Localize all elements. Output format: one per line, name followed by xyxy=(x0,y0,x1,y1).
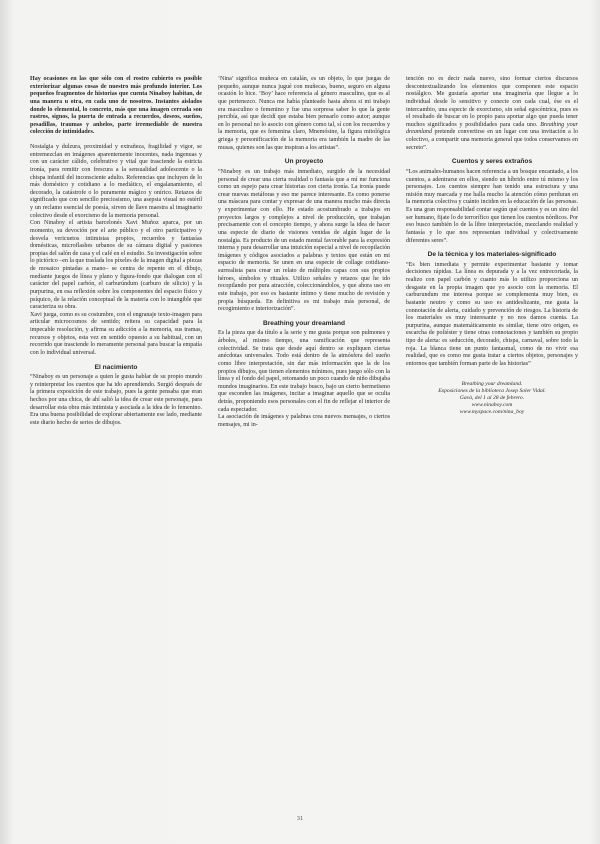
credit-url[interactable]: www.ninaboy.com xyxy=(471,402,513,409)
section-heading-nacimiento: El nacimiento xyxy=(94,363,138,371)
body-paragraph: “Los animales-humanos hacen referencia a un bosque encantado, a los cuentos, a adentrarse en ellos, siendo un híbrido entre tú mismo y los personajes. Los cuentos siempre han tenido una estructura y una misión muy marcada y me halla mucho la atención cómo perduran en la memoria colectiva y cuánto inciden en la educación de las personas. Es una gran responsabilidad contar según qué cuentos y es un sino del ser humano, fijate lo de terrorífico que tienen los cuentos nórdicos. Por eso busco también lo de la libre interpretación, mezclando realidad y fantasía y lo que nos representan individual y colectivamente diferentes seres”. xyxy=(406,168,578,244)
article-columns xyxy=(30,76,578,811)
section-heading-proyecto: Un proyecto xyxy=(284,158,324,166)
body-text: pretende convertirse en un lugar con una invitación a lo colectivo, a compartir una memoria general que todos conservamos en secreto”. xyxy=(406,129,578,151)
column-3 xyxy=(406,76,578,811)
body-paragraph: Con Ninaboy el artista barcelonés Xavi Muñoz aparca, por un momento, su devoción por el arte público y el otro participativo y desvela vericuetos intimistas propios, recuerdos y fantasías domésticas, microflashes urbanos de su cámara digital y pasiones propias del salón de casa y el café en el estudio. Su investigación sobre lo pictórico –en la que traslada los píxeles de la imagen digital a piezas de mosaico pintadas a mano– se centra de repente en el dibujo, mediante juegos de línea y plano y figura-fondo que dialogan con el carácter del papel carbón, el carburúndum (carburo de silicio) y la purpurina, en esa reflexión sobre los componentes del espacio físico y psíquico, de la relación conceptual de la materia con lo intangible que caracteriza su obra. xyxy=(30,220,202,311)
body-paragraph: La asociación de imágenes y palabras crea nuevos mensajes, o ciertos mensajes, mi in- xyxy=(218,414,390,428)
body-paragraph xyxy=(406,76,578,152)
credit-url[interactable]: www.myspace.com/nina_boy xyxy=(459,409,525,416)
body-paragraph: “Es bien inmediata y permite experimentar bastante y tomar decisiones rápidas. La línea es depurada y a la vez entrecortada, la realizo con papel carbón y cuanto más lo utilizo proporciona un desgaste en la propia imagen que yo asocio con la memoria. El carburundum me interesa porque se complementa muy bien, es bastante neutro y como su uso es antideslizante, me gusta la connotación de alerta, cuidado y prevención de riesgos. La historia de los materiales es muy interesante y no nos damos cuenta. La purpurina, aunque matemáticamente es similar, tiene otro origen, es escarcha de poliéster y tiene otras connotaciones y también su propio tipo de alerta: es seducción, decorado, chispa, carnaval, sobre todo la roja. La blanca tiene un punto fantasmal, como de no vivir esa realidad, que es como me gusta tratar a ciertos objetos, personajes y entornos que también forman parte de las historias” xyxy=(406,261,578,367)
body-paragraph: Xavi juega, como es su costumbre, con el engranaje texto-imagen para articular microcosmos de sentido; reitera su capacidad para la impecable resolución, y afirma su adicción a la memoria, sus tramas, recursos y objetos, esta vez en sentido opuesto a su habitual, con un recorrido que trasciende lo meramente personal para buscar la empatía con lo individual universal. xyxy=(30,311,202,356)
section-heading-tecnica: De la técnica y los materiales-significado xyxy=(427,251,557,259)
exhibition-credit xyxy=(406,381,578,417)
credit-dates: Gavà, del 1 al 28 de febrero. xyxy=(459,394,525,401)
page-number: 31 xyxy=(296,815,304,822)
body-paragraph: Es la pieza que da título a la serie y me gusta porque son pulmones y árboles, al mismo tiempo, una ramificación que representa colectividad. Se trata que desde aquí dentro se expliquen ciertas anécdotas universales. Todo está dentro de la atmósfera del sueño como libre interpretación, sin dar más información que la de los propios dibujos, que tienen elementos mínimos, pues juego sólo con la línea y el fondo del papel, retomando un poco cuando de niño dibujaba mundos imaginarios. En este trabajo busco, bajo un cierto hermetismo que esconden las imágenes, incitar a imaginar aquello que se oculta detrás, proponiendo esos personales con el fin de reflejar el interior de cada espectador. xyxy=(218,330,390,413)
column-2 xyxy=(218,76,390,811)
intro-paragraph: Hay ocasiones en las que sólo con el rostro cubierto es posible exteriorizar algunas cosas de nuestro más profundo interior. Los pequeños fragmentos de historias que cuenta Ninaboy habitan, de una manera u otra, en cada uno de nosotros. Instantes aislados donde lo elemental, lo concreto, más que una imagen cerrada son rastros, signos, la puerta de entrada a recuerdos, deseos, sueños, pesadillas, traumas y anhelos, parte irremediable de nuestra colección de intimidades. xyxy=(30,76,202,136)
credit-venue: Exposiciones de la biblioteca Josep Soler Vidal. xyxy=(438,387,546,394)
body-paragraph: “Ninaboy es un trabajo más inmediato, surgido de la necesidad personal de crear una cierta realidad o fantasía que a mí me funciona como un espejo para crear historias con cierta ironía. La ironía puede crear nuevas metáforas y eso me parece interesante. Es como ponerse una máscara para contar y expresar de una manera mucho más directa y experimentar con ello. He estado acostumbrado a trabajos en proyectos largos y complejos a nivel de producción, que trabajan precisamente con el concepto tiempo, y ahora surge la idea de hacer una especie de diario de visiones venidas de algún lugar de la nostalgia. Es producto de un estado mental favorable para la expresión interna y para desarrollar una intuición especial a nivel de recopilación imágenes y códigos asociados a palabras y textos que están en mi espacio de memoria. Se unen en una especie de collage cotidiano-surrealista para crear un relato de múltiples capas con sus propios héroes, símbolos y rituales. Utilizo señales y retazos que he ido recopilando por pura atracción, coleccionándolos, y que ahora uso en este trabajo, por eso es bastante íntimo y tiene mucho de revisión y propia búsqueda. En definitiva es mi trabajo más personal, de recogimiento e interiorización”. xyxy=(218,168,390,313)
work-title: Breathing your dreamland xyxy=(406,121,579,136)
section-heading-breathing: Breathing your dreamland xyxy=(262,319,346,327)
body-text: tención no es decir nada nuevo, sino formar ciertos discursos descontextualizando los elementos que componen este espacio nostálgico. Me gustaría aportar una imaginería que llegue a lo individual desde lo sensitivo y conecte con cada cual, ése es el intercambio, una especie de exorcismo, sin señal egocéntrica, pues es el resultado de buscar en lo propio para aportar algo que pueda tener muchos significados y posibilidades para cada uno. xyxy=(406,76,578,128)
body-paragraph: “Ninaboy es un personaje a quien le gusta hablar de su propio mundo y reinterpretar los cuentos que ha ido aprendiendo. Surgió después de la primera exposición de este trabajo, pues la gente pensaba que eran hechos por una chica, de ahí salió la idea de crear este personaje, para desarrollar esta obra más intimista y asociada a la idea de lo femenino. Era una buena posibilidad de explorar abiertamente ese lado, mediante este diario hecho de series de dibujos. xyxy=(30,374,202,426)
body-paragraph: Nostalgia y dulzura, proximidad y extrañeza, fragilidad y vigor, se entremezclan en imágenes aparentemente inocentes, nada ingenuas y con un carácter cálido, celebrativo y vital que trasciende la estricta ironía, para remitir con frescura a la sensualidad adolescente o la chispa infantil del inconsciente adulto. Referencias que incluyen de lo más doméstico y cotidiano a lo mediático, el engalanamiento, el decorado, la catástrofe o lo puramente mágico y onírico. Retazos de significado que con sencillo preciosismo, una asepsia visual no estéril y un reclamo esencial de poesía, sirven de llave maestra al imaginario colectivo desde el exorcismo de la memoria personal. xyxy=(30,144,202,219)
section-heading-cuentos: Cuentos y seres extraños xyxy=(451,158,533,166)
credit-title: Breathing your dreamland. xyxy=(461,380,523,387)
column-1 xyxy=(30,76,202,811)
body-paragraph: ‘Nina’ significa muñeca en catalán, es un objeto, lo que juegas de pequeño, aunque nunca jugué con muñecas, bueno, seguro en alguna ocasión lo hice. ‘Boy’ hace referencia al género masculino, que es al que pertenezco. Nunca me había planteado hasta ahora si mi trabajo era masculino o femenino y fue una sorpresa saber lo que la gente percibía, así que decidí que estaba bien pensarlo como autor; aunque en lo personal no lo asocio con género como tal, sí con los recuerdos y la memoria, que es femenina claro, Mnemósine, la figura mitológica griega y personificación de la memoria era también la madre de las musas, quienes son las que inspiran a los artistas”. xyxy=(218,76,390,151)
